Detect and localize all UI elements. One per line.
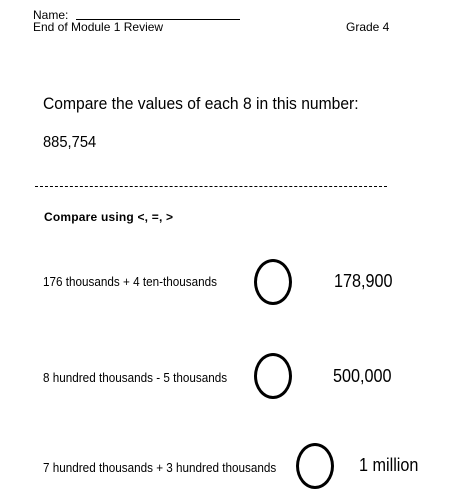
- question-prompt: Compare the values of each 8 in this number:: [43, 94, 359, 113]
- answer-circle[interactable]: [254, 353, 292, 399]
- comparison-value: 178,900: [334, 271, 393, 291]
- answer-circle[interactable]: [254, 259, 292, 305]
- name-label: Name:: [33, 8, 69, 22]
- comparison-instruction: Compare using <, =, >: [44, 210, 174, 224]
- dashed-divider: [35, 186, 387, 187]
- comparison-value: 1 million: [359, 455, 419, 475]
- comparison-expression: 7 hundred thousands + 3 hundred thousands: [43, 460, 277, 475]
- comparison-expression: 8 hundred thousands - 5 thousands: [43, 370, 228, 385]
- worksheet-title: End of Module 1 Review: [33, 20, 164, 34]
- grade-label: Grade 4: [346, 20, 390, 34]
- comparison-expression: 176 thousands + 4 ten-thousands: [43, 274, 218, 289]
- question-number: 885,754: [43, 134, 97, 151]
- answer-circle[interactable]: [296, 443, 334, 489]
- comparison-value: 500,000: [333, 366, 392, 386]
